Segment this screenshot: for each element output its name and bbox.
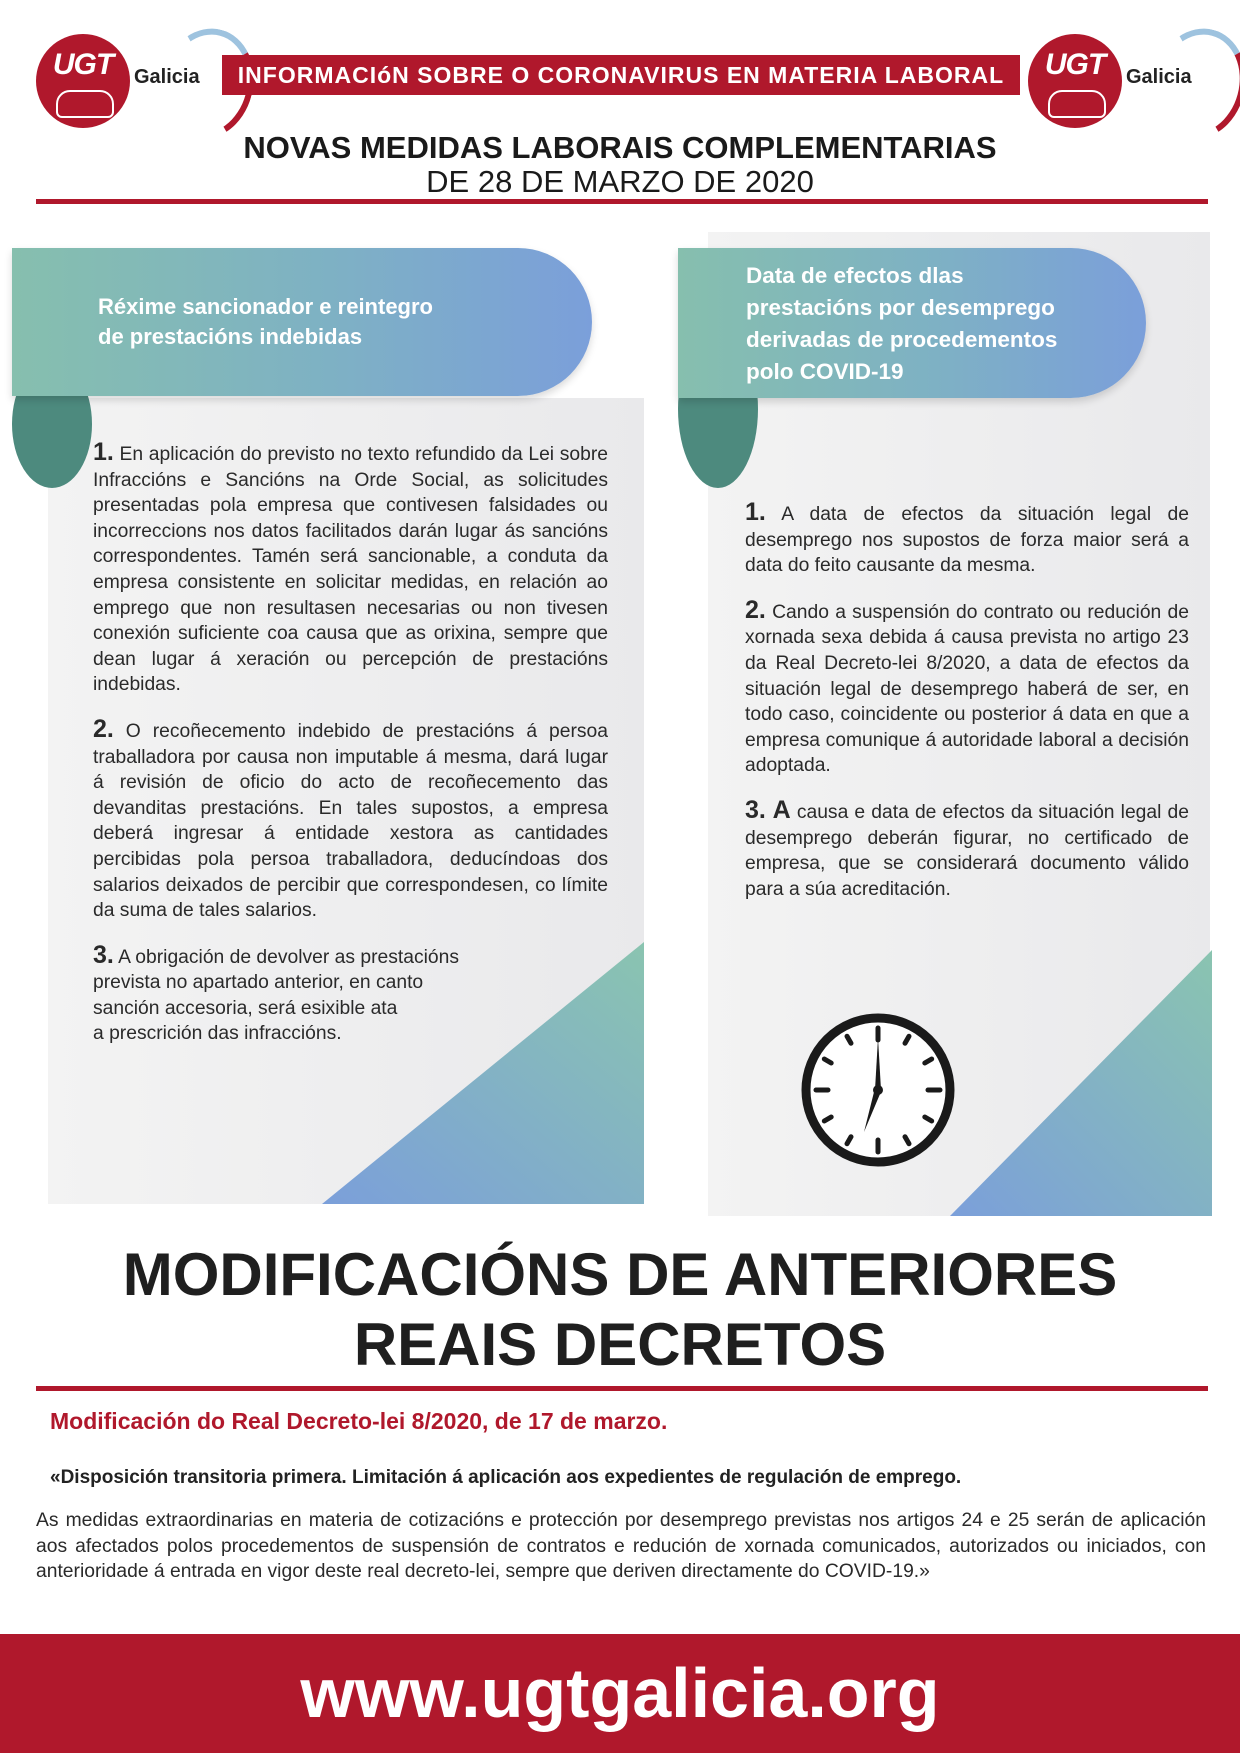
list-item [93,940,608,1047]
clock-icon [798,1010,958,1170]
item-number: 3. [93,940,114,969]
left-heading-line: de prestacións indebidas [98,324,363,349]
section-title: REAIS DECRETOS [353,1311,887,1378]
section-title: MODIFICACIÓNS DE ANTERIORES [122,1241,1118,1308]
page-subtitle-date: DE 28 DE MARZO DE 2020 [426,164,814,199]
ugt-logo-mark [1028,34,1122,128]
left-heading-line: Réxime sancionador e reintegro [98,294,433,319]
logo-region: Galicia [1126,66,1192,88]
item-text: sanción accesoria, será esixible ata [93,997,398,1019]
item-number: 3. A [745,795,791,824]
ugt-logo-left [36,30,236,140]
list-item [745,795,1189,902]
left-section-heading [12,248,592,396]
list-item [93,440,608,698]
section-divider [36,1386,1208,1391]
item-text: A data de efectos da situación legal de desemprego nos supostos de forza maior será a data do feito causante da mesma. [745,504,1189,577]
item-text: a prescrición das infraccións. [93,1023,342,1045]
right-heading-line: derivadas de procedementos [746,327,1058,352]
item-text: A obrigación de devolver as prestacións [113,946,459,968]
item-number: 2. [93,714,114,743]
quote-body: As medidas extraordinarias en materia de cotizacións e protección por desemprego previstas nos artigos 24 e 25 serán de aplicación aos afectados polos procedementos de suspensión de contratos e redución de xornada comunicados, autorizados ou iniciados, con anterioridade á entrada en vigor deste real decreto-lei, sempre que deriven directamente do COVID-19.» [36,1510,1206,1583]
right-heading-line: polo COVID-19 [746,359,904,384]
list-item [745,500,1189,579]
logo-text: UGT [52,48,114,81]
item-text: Cando a suspensión do contrato ou redución de xornada sexa debida á causa prevista no artigo 23 da Real Decreto-lei 8/2020, a data de efectos da situación legal de desemprego haberá de ser, en todo caso, coincidente ou posterior á data en que a empresa comunique á autoridade laboral a decisión adoptada. [745,601,1189,777]
header-divider [36,199,1208,204]
header-banner: INFORMACIóN SOBRE O CORONAVIRUS EN MATERIA LABORAL [222,55,1020,95]
list-item [93,714,608,924]
ugt-logo-mark [36,34,130,128]
footer-url[interactable]: www.ugtgalicia.org [0,1634,1240,1753]
logo-region: Galicia [134,66,200,88]
item-text: causa e data de efectos da situación legal de desemprego deberán figurar, no certificado de empresa, que se considerará documento válido para a súa acreditación. [745,801,1189,900]
item-text: prevista no apartado anterior, en canto [93,972,424,994]
item-text: O recoñecemento indebido de prestacións á persoa traballadora por causa non imputable á mesma, dará lugar á revisión de oficio do acto de recoñecemento das devanditas prestacións. En tales supostos, a empresa deberá ingresar á entidade xestora as cantidades percibidas pola persoa traballadora, deducíndoas dos salarios deixados de percibir que correspondesen, co límite da suma de tales salarios. [93,720,608,922]
right-section-heading [678,248,1146,398]
right-heading-line: Data de efectos dlas [746,263,964,288]
right-heading-line: prestacións por desemprego [746,295,1055,320]
item-number: 1. [93,438,114,466]
item-number: 2. [745,595,766,624]
right-section-body [745,500,1189,921]
handshake-icon [1048,90,1106,118]
handshake-icon [56,90,114,118]
list-item [745,595,1189,779]
logo-text: UGT [1044,48,1106,81]
page-title: NOVAS MEDIDAS LABORAIS COMPLEMENTARIAS [243,130,997,165]
ugt-logo-right [1028,30,1228,140]
modification-subtitle: Modificación do Real Decreto-lei 8/2020, de 17 de marzo. [50,1408,668,1434]
left-section-body [93,440,608,1047]
item-number: 1. [745,498,766,526]
item-text: En aplicación do previsto no texto refundido da Lei sobre Infraccións e Sancións na Orde Social, as solicitudes presentadas pola empresa que contivesen falsidades ou incorreccions nos datos facilitados darán lugar ás sancións correspondentes. Tamén será sancionable, a conduta da empresa consistente en solicitar medidas, en relación ao emprego que non resultasen necesarias ou non tivesen conexión suficiente coa causa que as orixina, sempre que dean lugar á xeración ou percepción de prestacións indebidas. [93,444,608,696]
quote-heading: «Disposición transitoria primera. Limitación á aplicación aos expedientes de regulación de emprego. [50,1467,962,1488]
right-corner-triangle [950,950,1212,1216]
